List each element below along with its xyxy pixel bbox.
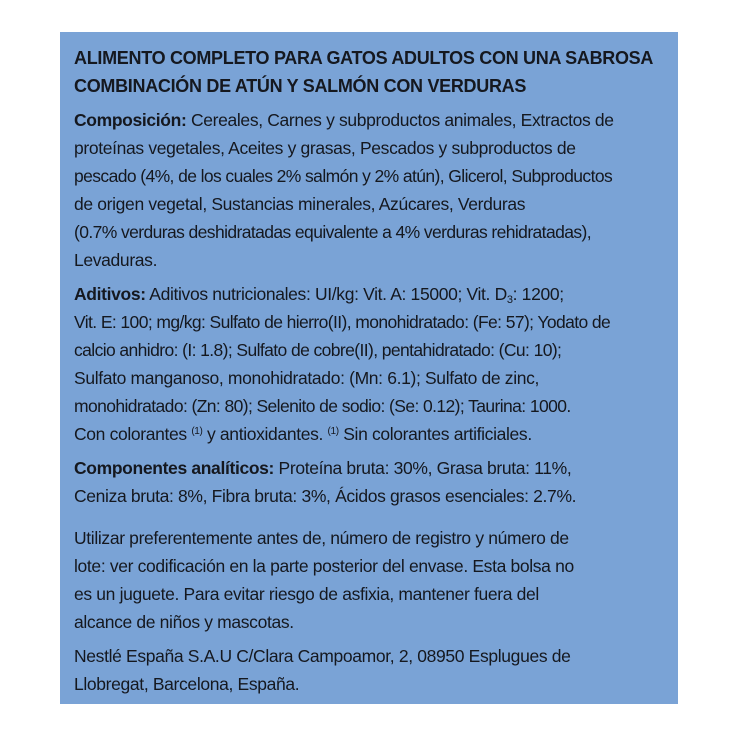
additives-section: [74, 280, 664, 448]
additives-text-line: monohidratado: (Zn: 80); Selenito de sodio: (Se: 0.12); Taurina: 1000.: [74, 396, 571, 416]
additives-text: y antioxidantes.: [202, 424, 328, 444]
analytical-label: Componentes analíticos:: [74, 458, 275, 478]
usage-text-line: es un juguete. Para evitar riesgo de asfixia, mantener fuera del: [74, 584, 539, 604]
composition-text-line: Levaduras.: [74, 250, 158, 270]
additives-text: Sin colorantes artificiales.: [338, 424, 532, 444]
composition-text-line: de origen vegetal, Sustancias minerales, Azúcares, Verduras: [74, 194, 526, 214]
product-title: [74, 44, 664, 100]
usage-text-line: lote: ver codificación en la parte posterior del envase. Esta bolsa no: [74, 556, 574, 576]
composition-section: [74, 106, 664, 274]
additives-text: : 1200;: [512, 284, 564, 304]
footnote-ref: (1): [191, 426, 203, 437]
analytical-text-line: Ceniza bruta: 8%, Fibra bruta: 3%, Ácidos grasos esenciales: 2.7%.: [74, 486, 577, 506]
composition-text-line: pescado (4%, de los cuales 2% salmón y 2% atún), Glicerol, Subproductos: [74, 166, 613, 186]
usage-text-line: alcance de niños y mascotas.: [74, 612, 294, 632]
composition-label: Composición:: [74, 110, 187, 130]
additives-text-line: Sulfato manganoso, monohidratado: (Mn: 6.1); Sulfato de zinc,: [74, 368, 540, 388]
additives-text-line: Vit. E: 100; mg/kg: Sulfato de hierro(II), monohidratado: (Fe: 57); Yodato de: [74, 312, 611, 332]
manufacturer-address-line: Nestlé España S.A.U C/Clara Campoamor, 2, 08950 Esplugues de: [74, 646, 571, 666]
product-title-line-2: COMBINACIÓN DE ATÚN Y SALMÓN CON VERDURAS: [74, 76, 527, 96]
usage-section: [74, 524, 664, 636]
usage-text-line: Utilizar preferentemente antes de, número de registro y número de: [74, 528, 569, 548]
product-title-line-1: ALIMENTO COMPLETO PARA GATOS ADULTOS CON UNA SABROSA: [74, 48, 654, 68]
vitamin-d-subscript: 3: [506, 294, 513, 306]
additives-text-line: calcio anhidro: (I: 1.8); Sulfato de cobre(II), pentahidratado: (Cu: 10);: [74, 340, 562, 360]
composition-text-line: (0.7% verduras deshidratadas equivalente a 4% verduras rehidratadas),: [74, 222, 591, 242]
analytical-section: [74, 454, 664, 510]
product-label-panel: [60, 32, 678, 704]
manufacturer-address-line: Llobregat, Barcelona, España.: [74, 674, 300, 694]
additives-text: Aditivos nutricionales: UI/kg: Vit. A: 15000; Vit. D: [145, 284, 507, 304]
composition-text-line: Cereales, Carnes y subproductos animales, Extractos de: [186, 110, 614, 130]
additives-text: Con colorantes: [74, 424, 192, 444]
analytical-text: Proteína bruta: 30%, Grasa bruta: 11%,: [274, 458, 572, 478]
footnote-ref: (1): [327, 426, 339, 437]
composition-text-line: proteínas vegetales, Aceites y grasas, Pescados y subproductos de: [74, 138, 576, 158]
additives-label: Aditivos:: [74, 284, 146, 304]
manufacturer-section: [74, 642, 664, 698]
